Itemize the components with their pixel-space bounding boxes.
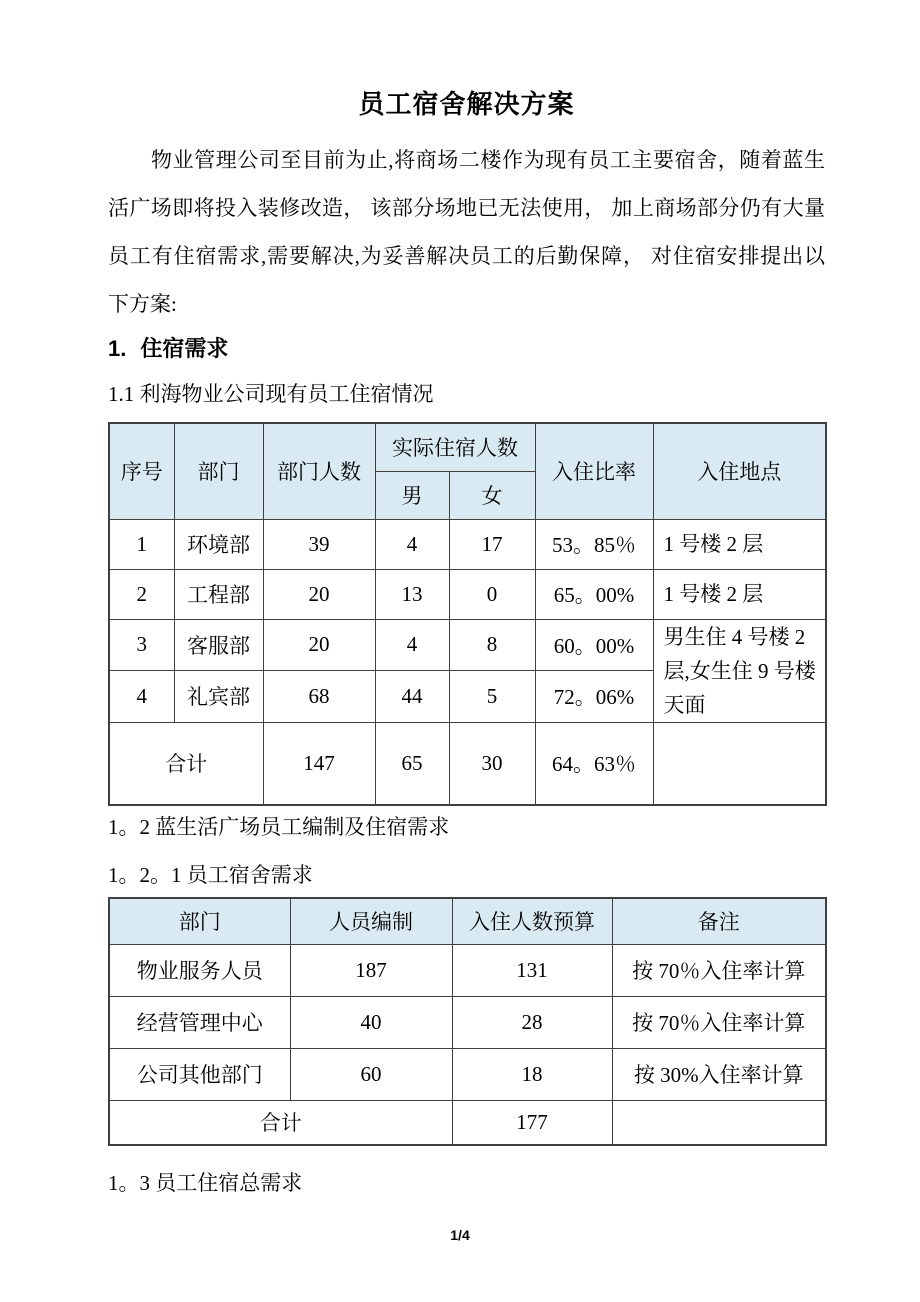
intro-line-1: 物业管理公司至目前为止,将商场二楼作为现有员工主要宿舍，随着蓝生 <box>151 148 825 172</box>
table-row <box>109 1048 826 1100</box>
cell-headcount: 187 <box>290 944 452 996</box>
cell-location-merged: 男生住 4 号楼 2 层,女生住 9 号楼天面 <box>653 619 826 722</box>
cell-male: 4 <box>375 519 449 569</box>
page-number: 1/4 <box>450 1227 470 1243</box>
cell-dept: 客服部 <box>174 619 263 671</box>
cell-female: 5 <box>449 671 535 723</box>
header-cell-ratio: 入住比率 <box>535 423 653 519</box>
cell-no: 1 <box>109 519 174 569</box>
cell-male: 65 <box>375 722 449 805</box>
table-row <box>109 619 826 671</box>
cell-ratio: 72。06% <box>535 671 653 723</box>
document-content <box>108 0 825 1198</box>
section-heading-1-label: 住宿需求 <box>140 336 229 361</box>
section-heading-1-2: 1。2 蓝生活广场员工编制及住宿需求 <box>108 815 450 839</box>
cell-dept: 公司其他部门 <box>109 1048 290 1100</box>
cell-budget: 131 <box>452 944 612 996</box>
cell-ratio: 60。00% <box>535 619 653 671</box>
cell-note <box>612 1100 826 1145</box>
header-cell-budget: 入住人数预算 <box>452 898 612 944</box>
header-cell-headcount: 人员编制 <box>290 898 452 944</box>
table-row <box>109 944 826 996</box>
cell-dept: 工程部 <box>174 569 263 619</box>
cell-ratio: 65。00% <box>535 569 653 619</box>
cell-male: 4 <box>375 619 449 671</box>
header-cell-no: 序号 <box>109 423 174 519</box>
cell-headcount: 40 <box>290 996 452 1048</box>
cell-female: 8 <box>449 619 535 671</box>
cell-headcount: 60 <box>290 1048 452 1100</box>
cell-no: 2 <box>109 569 174 619</box>
intro-line-4: 下方案: <box>108 292 177 316</box>
cell-note: 按 70％入住率计算 <box>612 944 826 996</box>
cell-dept: 环境部 <box>174 519 263 569</box>
cell-dept: 礼宾部 <box>174 671 263 723</box>
table-row <box>109 519 826 569</box>
intro-line-3: 员工有住宿需求,需要解决,为妥善解决员工的后勤保障， 对住宿安排提出以 <box>108 244 825 268</box>
header-cell-location: 入住地点 <box>653 423 826 519</box>
cell-location <box>653 722 826 805</box>
header-cell-male: 男 <box>375 471 449 519</box>
table-header-row <box>109 423 826 471</box>
cell-dept: 物业服务人员 <box>109 944 290 996</box>
header-cell-female: 女 <box>449 471 535 519</box>
table-row <box>109 996 826 1048</box>
cell-female: 30 <box>449 722 535 805</box>
section-heading-1 <box>108 334 825 364</box>
cell-count: 20 <box>263 569 375 619</box>
cell-no: 3 <box>109 619 174 671</box>
cell-ratio: 53。85％ <box>535 519 653 569</box>
cell-location: 1 号楼 2 层 <box>653 569 826 619</box>
intro-paragraph <box>108 136 825 328</box>
section-heading-1-2-1: 1。2。1 员工宿舍需求 <box>108 863 313 887</box>
table-total-row <box>109 722 826 805</box>
header-cell-dept-count: 部门人数 <box>263 423 375 519</box>
cell-male: 13 <box>375 569 449 619</box>
document-title: 员工宿舍解决方案 <box>358 89 575 119</box>
section-heading-1-number: 1. <box>108 336 127 361</box>
table-header-row <box>109 898 826 944</box>
cell-budget: 177 <box>452 1100 612 1145</box>
table-total-row <box>109 1100 826 1145</box>
cell-total-label: 合计 <box>109 1100 452 1145</box>
cell-count: 20 <box>263 619 375 671</box>
cell-no: 4 <box>109 671 174 723</box>
cell-count: 68 <box>263 671 375 723</box>
header-cell-dept: 部门 <box>174 423 263 519</box>
intro-line-2: 活广场即将投入装修改造， 该部分场地已无法使用， 加上商场部分仍有大量 <box>108 196 825 220</box>
cell-note: 按 70％入住率计算 <box>612 996 826 1048</box>
cell-ratio: 64。63％ <box>535 722 653 805</box>
cell-count: 39 <box>263 519 375 569</box>
dorm-status-table <box>108 422 827 806</box>
cell-female: 0 <box>449 569 535 619</box>
cell-total-label: 合计 <box>109 722 263 805</box>
header-cell-dept: 部门 <box>109 898 290 944</box>
header-cell-note: 备注 <box>612 898 826 944</box>
staffing-demand-table <box>108 897 827 1146</box>
section-heading-1-3: 1。3 员工住宿总需求 <box>108 1171 303 1195</box>
section-heading-1-1: 1.1 利海物业公司现有员工住宿情况 <box>108 382 434 406</box>
cell-budget: 18 <box>452 1048 612 1100</box>
cell-female: 17 <box>449 519 535 569</box>
cell-budget: 28 <box>452 996 612 1048</box>
table-row <box>109 569 826 619</box>
cell-count: 147 <box>263 722 375 805</box>
cell-location: 1 号楼 2 层 <box>653 519 826 569</box>
header-cell-actual: 实际住宿人数 <box>375 423 535 471</box>
cell-note: 按 30%入住率计算 <box>612 1048 826 1100</box>
cell-male: 44 <box>375 671 449 723</box>
cell-dept: 经营管理中心 <box>109 996 290 1048</box>
